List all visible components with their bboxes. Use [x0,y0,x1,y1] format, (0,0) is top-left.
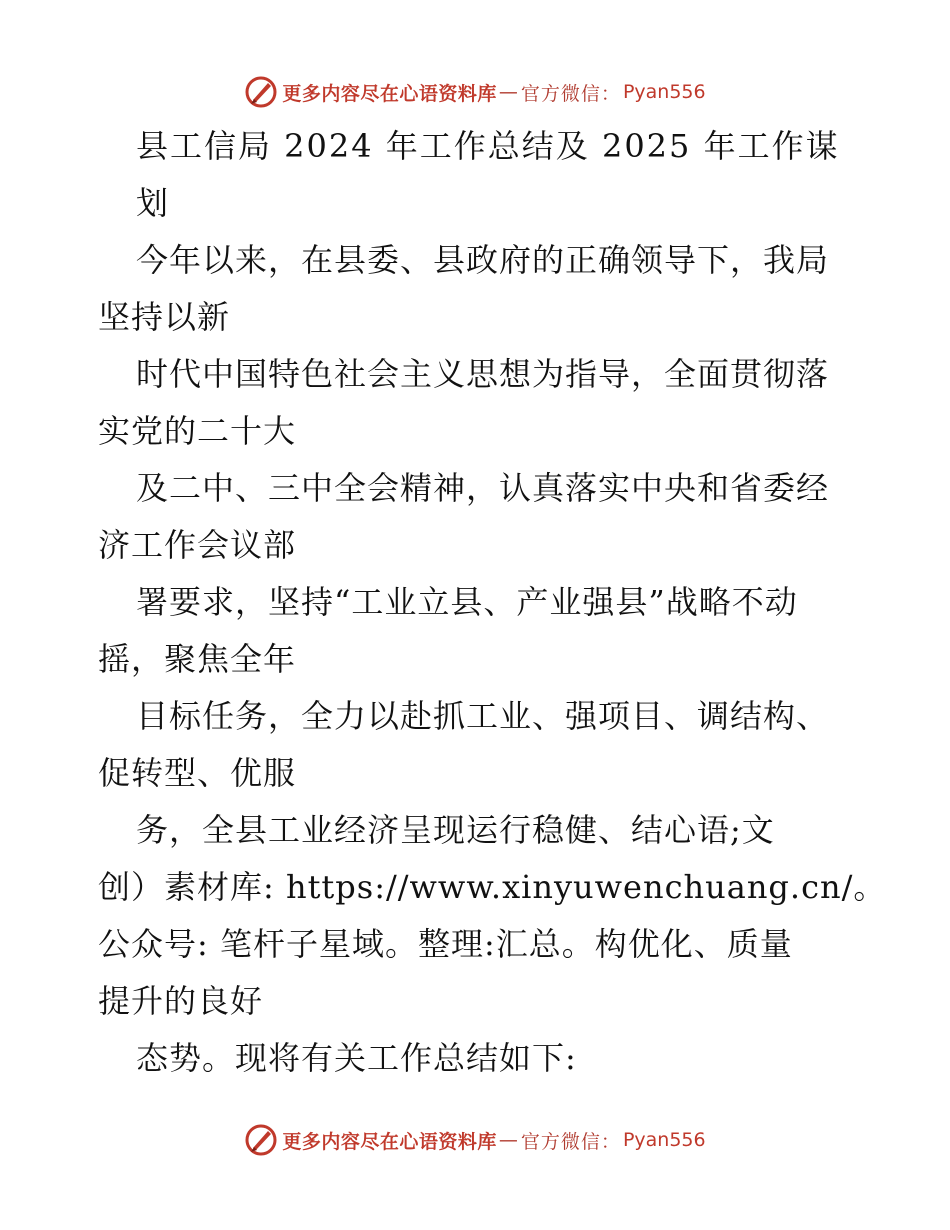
paragraph-line: 促转型、优服 [98,754,297,792]
quill-logo-icon [244,75,278,109]
paragraph-line: 创）素材库: https://www.xinyuwenchuang.cn/。 [98,868,887,906]
paragraph-line: 公众号: 笔杆子星域。整理:汇总。构优化、质量 [98,925,793,963]
paragraph-line: 摇，聚焦全年 [98,640,297,678]
banner-separator: — [498,1129,519,1151]
paragraph-line: 坚持以新 [98,298,231,336]
paragraph-line: 态势。现将有关工作总结如下: [136,1039,577,1077]
paragraph-line: 目标任务，全力以赴抓工业、强项目、调结构、 [136,697,830,735]
banner-wechat-id: Pyan556 [622,1129,706,1151]
footer-watermark-banner [0,1120,950,1160]
paragraph-line: 时代中国特色社会主义思想为指导，全面贯彻落 [136,355,830,393]
paragraph-line: 务，全县工业经济呈现运行稳健、结心语;文 [136,811,775,849]
paragraph-line: 及二中、三中全会精神，认真落实中央和省委经 [136,469,830,507]
header-watermark-banner [0,72,950,112]
paragraph-line: 提升的良好 [98,982,264,1020]
banner-text: 更多内容尽在心语资料库 [282,82,497,105]
paragraph-line: 今年以来，在县委、县政府的正确领导下，我局 [136,241,830,279]
banner-separator: — [498,81,519,103]
banner-text: 更多内容尽在心语资料库 [282,1130,497,1153]
banner-official-label: 官方微信： [520,82,621,105]
paragraph-line: 署要求，坚持“工业立县、产业强县”战略不动 [136,583,798,621]
paragraph-line: 实党的二十大 [98,412,297,450]
document-title-line-1: 县工信局 2024 年工作总结及 2025 年工作谋 [136,127,840,165]
banner-official-label: 官方微信： [520,1130,621,1153]
quill-logo-icon [244,1123,278,1157]
paragraph-line: 济工作会议部 [98,526,297,564]
document-title-line-2: 划 [136,184,171,222]
document-body [98,118,887,1087]
banner-wechat-id: Pyan556 [622,81,706,103]
